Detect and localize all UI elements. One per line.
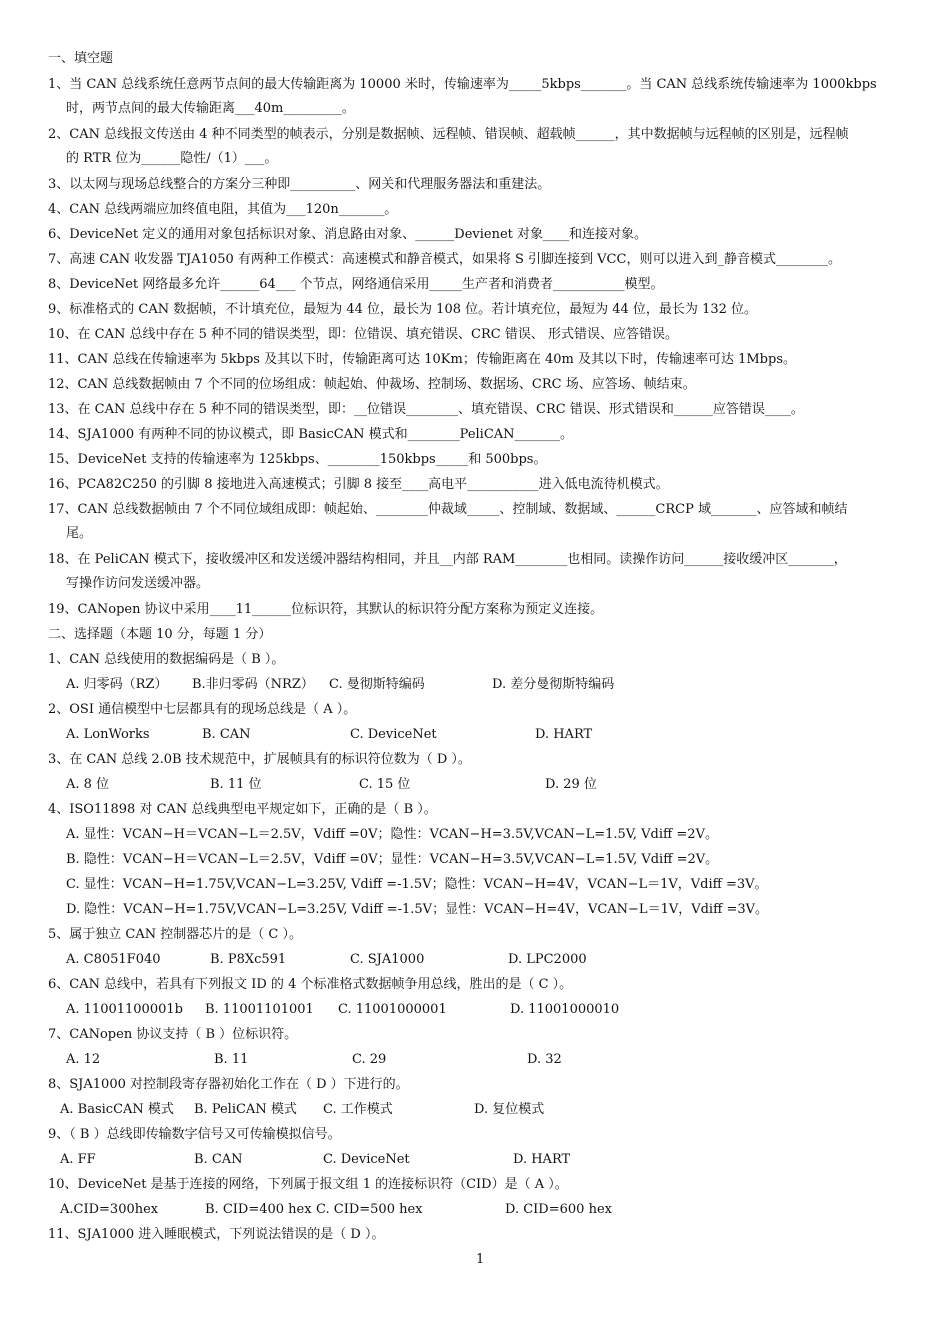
- choice-q4-opt-b: B. 隐性：VCAN−H＝VCAN−L＝2.5V，Vdiff =0V；显性：VCAN−H=3.5V,VCAN−L=1.5V, Vdiff =2V。: [66, 852, 719, 867]
- choice-q7-opt-d: D. 32: [527, 1052, 562, 1067]
- choice-q5-opt-a: A. C8051F040: [66, 952, 161, 967]
- fill-q18-line2: 写操作访问发送缓冲器。: [66, 576, 210, 591]
- choice-q1-opt-a: A. 归零码（RZ）: [66, 677, 168, 692]
- choice-q5: 5、属于独立 CAN 控制器芯片的是（ C ）。: [48, 927, 302, 942]
- choice-q1-opt-c: C. 曼彻斯特编码: [329, 677, 425, 692]
- choice-q1-opt-b: B.非归零码（NRZ）: [192, 677, 314, 692]
- fill-q1-line1: 1、当 CAN 总线系统任意两节点间的最大传输距离为 10000 米时，传输速率为_____5kbps_______。当 CAN 总线系统传输速率为 1000kbps: [48, 77, 877, 92]
- fill-q16: 16、PCA82C250 的引脚 8 接地进入高速模式；引脚 8 接至____高电平___________进入低电流待机模式。: [48, 477, 669, 492]
- fill-q14: 14、SJA1000 有两种不同的协议模式，即 BasicCAN 模式和________PeliCAN_______。: [48, 427, 574, 442]
- fill-q3: 3、以太网与现场总线整合的方案分三种即__________、网关和代理服务器法和重建法。: [48, 177, 551, 192]
- page-number: 1: [476, 1252, 485, 1267]
- choice-q7-opt-c: C. 29: [352, 1052, 387, 1067]
- choice-q4-opt-d: D. 隐性：VCAN−H=1.75V,VCAN−L=3.25V, Vdiff =-1.5V；显性：VCAN−H=4V，VCAN−L＝1V，Vdiff =3V。: [66, 902, 769, 917]
- choice-q6-opt-a: A. 11001100001b: [66, 1002, 183, 1017]
- choice-q5-opt-d: D. LPC2000: [508, 952, 587, 967]
- fill-q17-line2: 尾。: [66, 526, 93, 541]
- choice-q9: 9、（ B ）总线即传输数字信号又可传输模拟信号。: [48, 1127, 341, 1142]
- choice-q10-opt-a: A.CID=300hex: [60, 1202, 159, 1217]
- choice-q3: 3、在 CAN 总线 2.0B 技术规范中，扩展帧具有的标识符位数为（ D ）。: [48, 752, 471, 767]
- choice-q7-opt-b: B. 11: [214, 1052, 249, 1067]
- choice-q5-opt-b: B. P8Xc591: [210, 952, 287, 967]
- choice-section-title: 二、选择题（本题 10 分，每题 1 分）: [48, 627, 272, 642]
- fill-q2-line2: 的 RTR 位为______隐性/（1）___。: [66, 151, 278, 166]
- choice-q10-opt-b: B. CID=400 hex: [205, 1202, 312, 1217]
- choice-q2-opt-b: B. CAN: [202, 727, 251, 742]
- choice-q10-opt-d: D. CID=600 hex: [505, 1202, 612, 1217]
- choice-q2-opt-d: D. HART: [535, 727, 593, 742]
- fill-q18-line1: 18、在 PeliCAN 模式下，接收缓冲区和发送缓冲器结构相同，并且__内部 RAM________也相同。读操作访问______接收缓冲区_______，: [48, 552, 847, 567]
- choice-q2-opt-a: A. LonWorks: [66, 727, 150, 742]
- fill-q12: 12、CAN 总线数据帧由 7 个不同的位场组成：帧起始、仲裁场、控制场、数据场、CRC 场、应答场、帧结束。: [48, 377, 696, 392]
- choice-q2: 2、OSI 通信模型中七层都具有的现场总线是（ A ）。: [48, 702, 357, 717]
- choice-q6-opt-c: C. 11001000001: [338, 1002, 447, 1017]
- choice-q6: 6、CAN 总线中，若具有下列报文 ID 的 4 个标准格式数据帧争用总线，胜出的是（ C ）。: [48, 977, 573, 992]
- choice-q8-opt-a: A. BasicCAN 模式: [60, 1102, 174, 1117]
- fill-q6: 6、DeviceNet 定义的通用对象包括标识对象、消息路由对象、______Devienet 对象____和连接对象。: [48, 227, 648, 242]
- choice-q1-opt-d: D. 差分曼彻斯特编码: [492, 677, 615, 692]
- choice-q4-opt-c: C. 显性：VCAN−H=1.75V,VCAN−L=3.25V, Vdiff =-1.5V；隐性：VCAN−H=4V，VCAN−L＝1V，Vdiff =3V。: [66, 877, 768, 892]
- choice-q3-opt-b: B. 11 位: [210, 777, 262, 792]
- choice-q9-opt-d: D. HART: [513, 1152, 571, 1167]
- choice-q9-opt-b: B. CAN: [194, 1152, 243, 1167]
- choice-q11: 11、SJA1000 进入睡眠模式，下列说法错误的是（ D ）。: [48, 1227, 385, 1242]
- fill-q4: 4、CAN 总线两端应加终值电阻，其值为___120n_______。: [48, 202, 398, 217]
- choice-q9-opt-c: C. DeviceNet: [323, 1152, 410, 1167]
- choice-q9-opt-a: A. FF: [60, 1152, 96, 1167]
- choice-q4-opt-a: A. 显性：VCAN−H＝VCAN−L＝2.5V，Vdiff =0V；隐性：VCAN−H=3.5V,VCAN−L=1.5V, Vdiff =2V。: [66, 827, 718, 842]
- choice-q7: 7、CANopen 协议支持（ B ）位标识符。: [48, 1027, 298, 1042]
- choice-q10: 10、DeviceNet 是基于连接的网络，下列属于报文组 1 的连接标识符（CID）是（ A ）。: [48, 1177, 568, 1192]
- choice-q8-opt-b: B. PeliCAN 模式: [194, 1102, 297, 1117]
- fill-q8: 8、DeviceNet 网络最多允许______64___ 个节点，网络通信采用_____生产者和消费者___________模型。: [48, 277, 664, 292]
- choice-q1: 1、CAN 总线使用的数据编码是（ B ）。: [48, 652, 285, 667]
- choice-q8: 8、SJA1000 对控制段寄存器初始化工作在（ D ）下进行的。: [48, 1077, 409, 1092]
- fill-q1-line2: 时，两节点间的最大传输距离___40m_________。: [66, 101, 355, 116]
- fill-q13: 13、在 CAN 总线中存在 5 种不同的错误类型，即：__位错误________、填充错误、CRC 错误、形式错误和______应答错误____。: [48, 402, 804, 417]
- fill-section-title: 一、填空题: [48, 51, 114, 66]
- choice-q5-opt-c: C. SJA1000: [350, 952, 425, 967]
- choice-q3-opt-d: D. 29 位: [545, 777, 597, 792]
- fill-q9: 9、标准格式的 CAN 数据帧，不计填充位，最短为 44 位，最长为 108 位。若计填充位，最短为 44 位，最长为 132 位。: [48, 302, 758, 317]
- choice-q6-opt-b: B. 11001101001: [205, 1002, 314, 1017]
- choice-q7-opt-a: A. 12: [66, 1052, 101, 1067]
- fill-q19: 19、CANopen 协议中采用____11______位标识符，其默认的标识符分配方案称为预定义连接。: [48, 602, 604, 617]
- fill-q15: 15、DeviceNet 支持的传输速率为 125kbps、________150kbps_____和 500bps。: [48, 452, 547, 467]
- choice-q3-opt-c: C. 15 位: [359, 777, 411, 792]
- choice-q10-opt-c: C. CID=500 hex: [316, 1202, 423, 1217]
- fill-q17-line1: 17、CAN 总线数据帧由 7 个不同位域组成即：帧起始、________仲裁域_____、控制域、数据域、______CRCP 域_______、应答域和帧结: [48, 502, 848, 517]
- fill-q7: 7、高速 CAN 收发器 TJA1050 有两种工作模式：高速模式和静音模式，如果将 S 引脚连接到 VCC，则可以进入到_静音模式________。: [48, 252, 841, 267]
- choice-q6-opt-d: D. 11001000010: [510, 1002, 620, 1017]
- choice-q8-opt-d: D. 复位模式: [474, 1102, 545, 1117]
- choice-q3-opt-a: A. 8 位: [66, 777, 110, 792]
- choice-q4: 4、ISO11898 对 CAN 总线典型电平规定如下，正确的是（ B ）。: [48, 802, 437, 817]
- fill-q11: 11、CAN 总线在传输速率为 5kbps 及其以下时，传输距离可达 10Km；传输距离在 40m 及其以下时，传输速率可达 1Mbps。: [48, 352, 796, 367]
- fill-q2-line1: 2、CAN 总线报文传送由 4 种不同类型的帧表示，分别是数据帧、远程帧、错误帧、超载帧______，其中数据帧与远程帧的区别是，远程帧: [48, 127, 849, 142]
- fill-q10: 10、在 CAN 总线中存在 5 种不同的错误类型，即：位错误、填充错误、CRC 错误、 形式错误、应答错误。: [48, 327, 678, 342]
- choice-q8-opt-c: C. 工作模式: [323, 1102, 393, 1117]
- choice-q2-opt-c: C. DeviceNet: [350, 727, 437, 742]
